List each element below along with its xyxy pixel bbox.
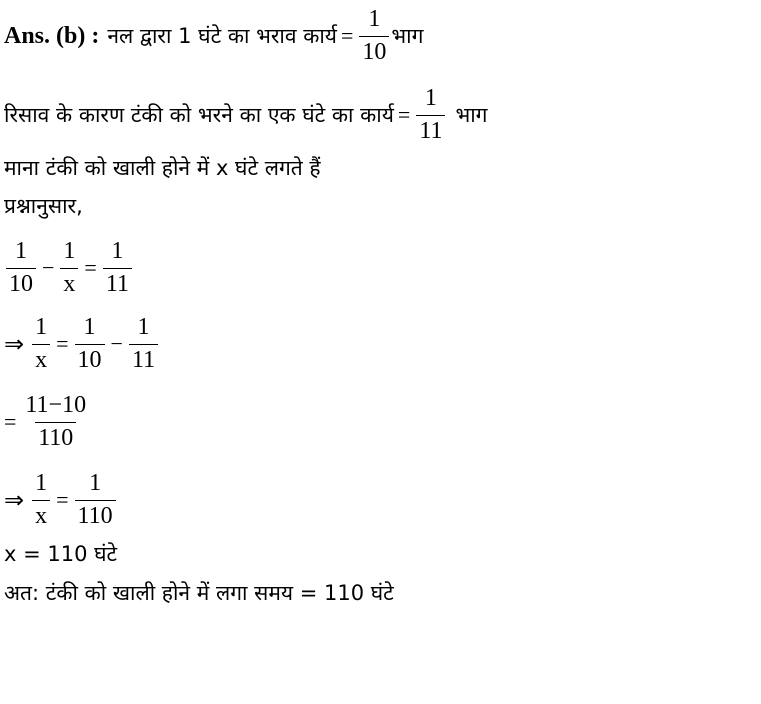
fraction-denominator: 11 — [129, 344, 158, 375]
conclusion-text: अत: टंकी को खाली होने में लगा समय = 110 घंटे — [4, 581, 394, 605]
answer-line-fill-rate — [4, 6, 423, 66]
fraction-b — [75, 470, 116, 530]
conclusion-line — [4, 579, 394, 607]
fraction-c — [103, 238, 132, 298]
equals-sign: = — [56, 487, 69, 513]
equals-sign: = — [340, 23, 354, 49]
fraction-denominator: 110 — [75, 500, 116, 531]
unit-label: भाग — [455, 103, 488, 128]
fraction-numerator: 1 — [83, 314, 96, 340]
fraction-denominator: 10 — [359, 36, 389, 67]
fraction-numerator: 1 — [15, 238, 27, 264]
fraction-numerator: 1 — [111, 238, 124, 264]
fraction-numerator: 1 — [424, 85, 437, 111]
fraction-numerator: 1 — [35, 470, 48, 496]
leak-rate-text: रिसाव के कारण टंकी को भरने का एक घंटे का कार्य — [4, 103, 394, 128]
answer-prefix: Ans. (b) : — [4, 22, 100, 49]
fraction-numerator: 1 — [368, 6, 381, 32]
fraction-a — [32, 470, 50, 530]
equals-sign: = — [4, 409, 17, 435]
fraction-denominator: x — [60, 268, 78, 299]
assumption-line — [4, 154, 321, 182]
minus-sign: − — [42, 255, 55, 281]
fraction-result — [22, 392, 89, 452]
equation-1 — [4, 238, 134, 298]
fraction-numerator: 1 — [63, 238, 76, 264]
fraction-c — [129, 314, 158, 374]
minus-sign: − — [110, 331, 123, 357]
equals-sign: = — [397, 102, 411, 128]
fraction-numerator: 1 — [89, 470, 102, 496]
fill-rate-fraction — [359, 6, 389, 66]
equation-3 — [4, 392, 91, 452]
fraction-denominator: 11 — [103, 268, 132, 299]
leak-rate-fraction — [416, 85, 445, 145]
unit-label: भाग — [391, 24, 424, 49]
implies-arrow: ⇒ — [4, 330, 25, 359]
implies-arrow: ⇒ — [4, 486, 25, 515]
fraction-numerator: 11−10 — [25, 392, 87, 418]
fraction-denominator: 10 — [6, 268, 36, 299]
equals-sign: = — [56, 331, 69, 357]
fraction-b — [75, 314, 105, 374]
equals-sign: = — [84, 255, 97, 281]
result-line — [4, 540, 117, 568]
fraction-denominator: x — [32, 344, 50, 375]
equation-2 — [4, 314, 160, 374]
equation-4 — [4, 470, 118, 530]
leak-rate-line — [4, 85, 487, 145]
fraction-a — [32, 314, 50, 374]
fraction-denominator: x — [32, 500, 50, 531]
fraction-a — [6, 238, 36, 298]
fraction-denominator: 110 — [35, 422, 76, 453]
according-line — [4, 192, 83, 220]
fraction-denominator: 11 — [416, 115, 445, 146]
assumption-text: माना टंकी को खाली होने में x घंटे लगते हैं — [4, 156, 321, 180]
according-text: प्रश्नानुसार, — [4, 194, 83, 218]
fraction-numerator: 1 — [35, 314, 48, 340]
fraction-b — [60, 238, 78, 298]
fill-rate-text: नल द्वारा 1 घंटे का भराव कार्य — [107, 24, 337, 49]
result-text: x = 110 घंटे — [4, 542, 118, 566]
fraction-numerator: 1 — [137, 314, 150, 340]
fraction-denominator: 10 — [75, 344, 105, 375]
